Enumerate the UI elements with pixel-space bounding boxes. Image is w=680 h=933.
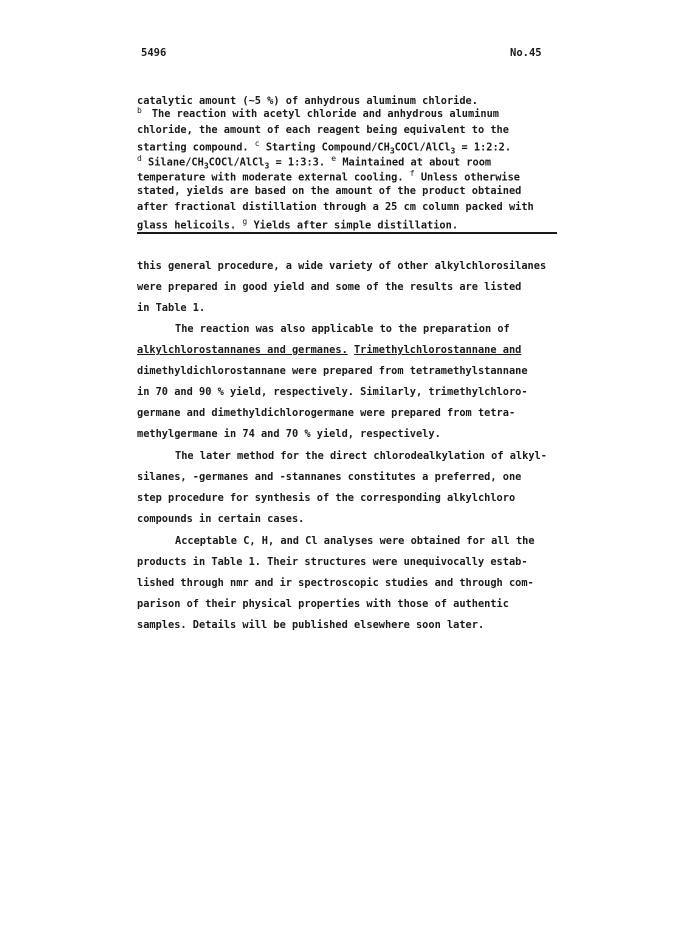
footnote-text: glass helicoils. xyxy=(137,219,237,232)
footnote-divider xyxy=(137,232,557,234)
body-line: step procedure for synthesis of the corresponding alkylchloro xyxy=(137,492,516,504)
footnote-e-text: Maintained at about room xyxy=(342,156,492,169)
body-line: samples. Details will be published elsewhere soon later. xyxy=(137,619,485,631)
footnote-d-marker: d xyxy=(137,154,142,163)
subscript: 3 xyxy=(389,146,395,156)
footnote-c-text: COCl/AlCl xyxy=(394,141,451,154)
footnote-g-marker: g xyxy=(242,217,248,226)
footnote-d-ratio: = 1:3:3. xyxy=(269,156,326,169)
body-line: germane and dimethyldichlorogermane were prepared from tetra- xyxy=(137,407,516,419)
body-line: methylgermane in 74 and 70 % yield, respectively. xyxy=(137,428,441,440)
body-line: in 70 and 90 % yield, respectively. Similarly, trimethylchloro- xyxy=(137,386,528,398)
body-line: lished through nmr and ir spectroscopic studies and through com- xyxy=(137,577,534,589)
footnote-d-text: Silane/CH xyxy=(148,156,204,169)
body-line: The reaction was also applicable to the preparation of xyxy=(175,323,510,335)
footnote-line: after fractional distillation through a 25 cm column packed with xyxy=(137,201,534,213)
footnote-c-ratio: = 1:2:2. xyxy=(455,141,512,154)
subscript: 3 xyxy=(264,161,270,171)
body-line: parison of their physical properties with those of authentic xyxy=(137,598,509,610)
body-line: Acceptable C, H, and Cl analyses were obtained for all the xyxy=(175,535,535,547)
body-line: dimethyldichlorostannane were prepared from tetramethylstannane xyxy=(137,365,528,377)
footnote-line: stated, yields are based on the amount of the product obtained xyxy=(137,185,522,197)
footnote-b-line xyxy=(137,106,499,120)
footnote-c-line xyxy=(137,139,511,155)
footnote-line: catalytic amount (~5 %) of anhydrous aluminum chloride. xyxy=(137,95,478,107)
footnote-text: starting compound. xyxy=(137,141,249,154)
footnote-f-text: Unless otherwise xyxy=(420,171,521,184)
body-line: compounds in certain cases. xyxy=(137,513,305,525)
footnote-line: chloride, the amount of each reagent being equivalent to the xyxy=(137,124,509,136)
footnote-c-marker: c xyxy=(254,139,260,148)
footnote-g-text: Yields after simple distillation. xyxy=(253,219,459,232)
subscript: 3 xyxy=(450,146,456,156)
footnote-f-marker: f xyxy=(409,169,415,178)
body-line: The later method for the direct chlorodealkylation of alkyl- xyxy=(175,450,547,462)
footnote-d-line xyxy=(137,154,491,170)
body-line: silanes, -germanes and -stannanes constitutes a preferred, one xyxy=(137,471,522,483)
subscript: 3 xyxy=(203,161,209,171)
journal-issue-number: No.45 xyxy=(510,47,542,59)
body-line xyxy=(137,344,557,356)
footnote-g-line xyxy=(137,217,458,231)
body-line: were prepared in good yield and some of the results are listed xyxy=(137,281,522,293)
footnote-text: temperature with moderate external cooling. xyxy=(137,171,404,184)
body-line: in Table 1. xyxy=(137,302,206,314)
body-line: products in Table 1. Their structures were unequivocally estab- xyxy=(137,556,528,568)
footnote-c-text: Starting Compound/CH xyxy=(265,141,390,154)
footnote-b-marker: b xyxy=(137,106,142,115)
footnote-f-line xyxy=(137,169,520,183)
page-number: 5496 xyxy=(141,47,167,59)
footnote-d-text: COCl/AlCl xyxy=(208,156,265,169)
body-line: this general procedure, a wide variety of other alkylchlorosilanes xyxy=(137,260,547,272)
body-text: alkylchlorostannanes and germanes. xyxy=(137,344,348,356)
body-text: Trimethylchlorostannane and xyxy=(353,344,522,356)
footnote-b-text: The reaction with acetyl chloride and anhydrous aluminum xyxy=(151,108,499,121)
footnote-e-marker: e xyxy=(331,154,337,163)
